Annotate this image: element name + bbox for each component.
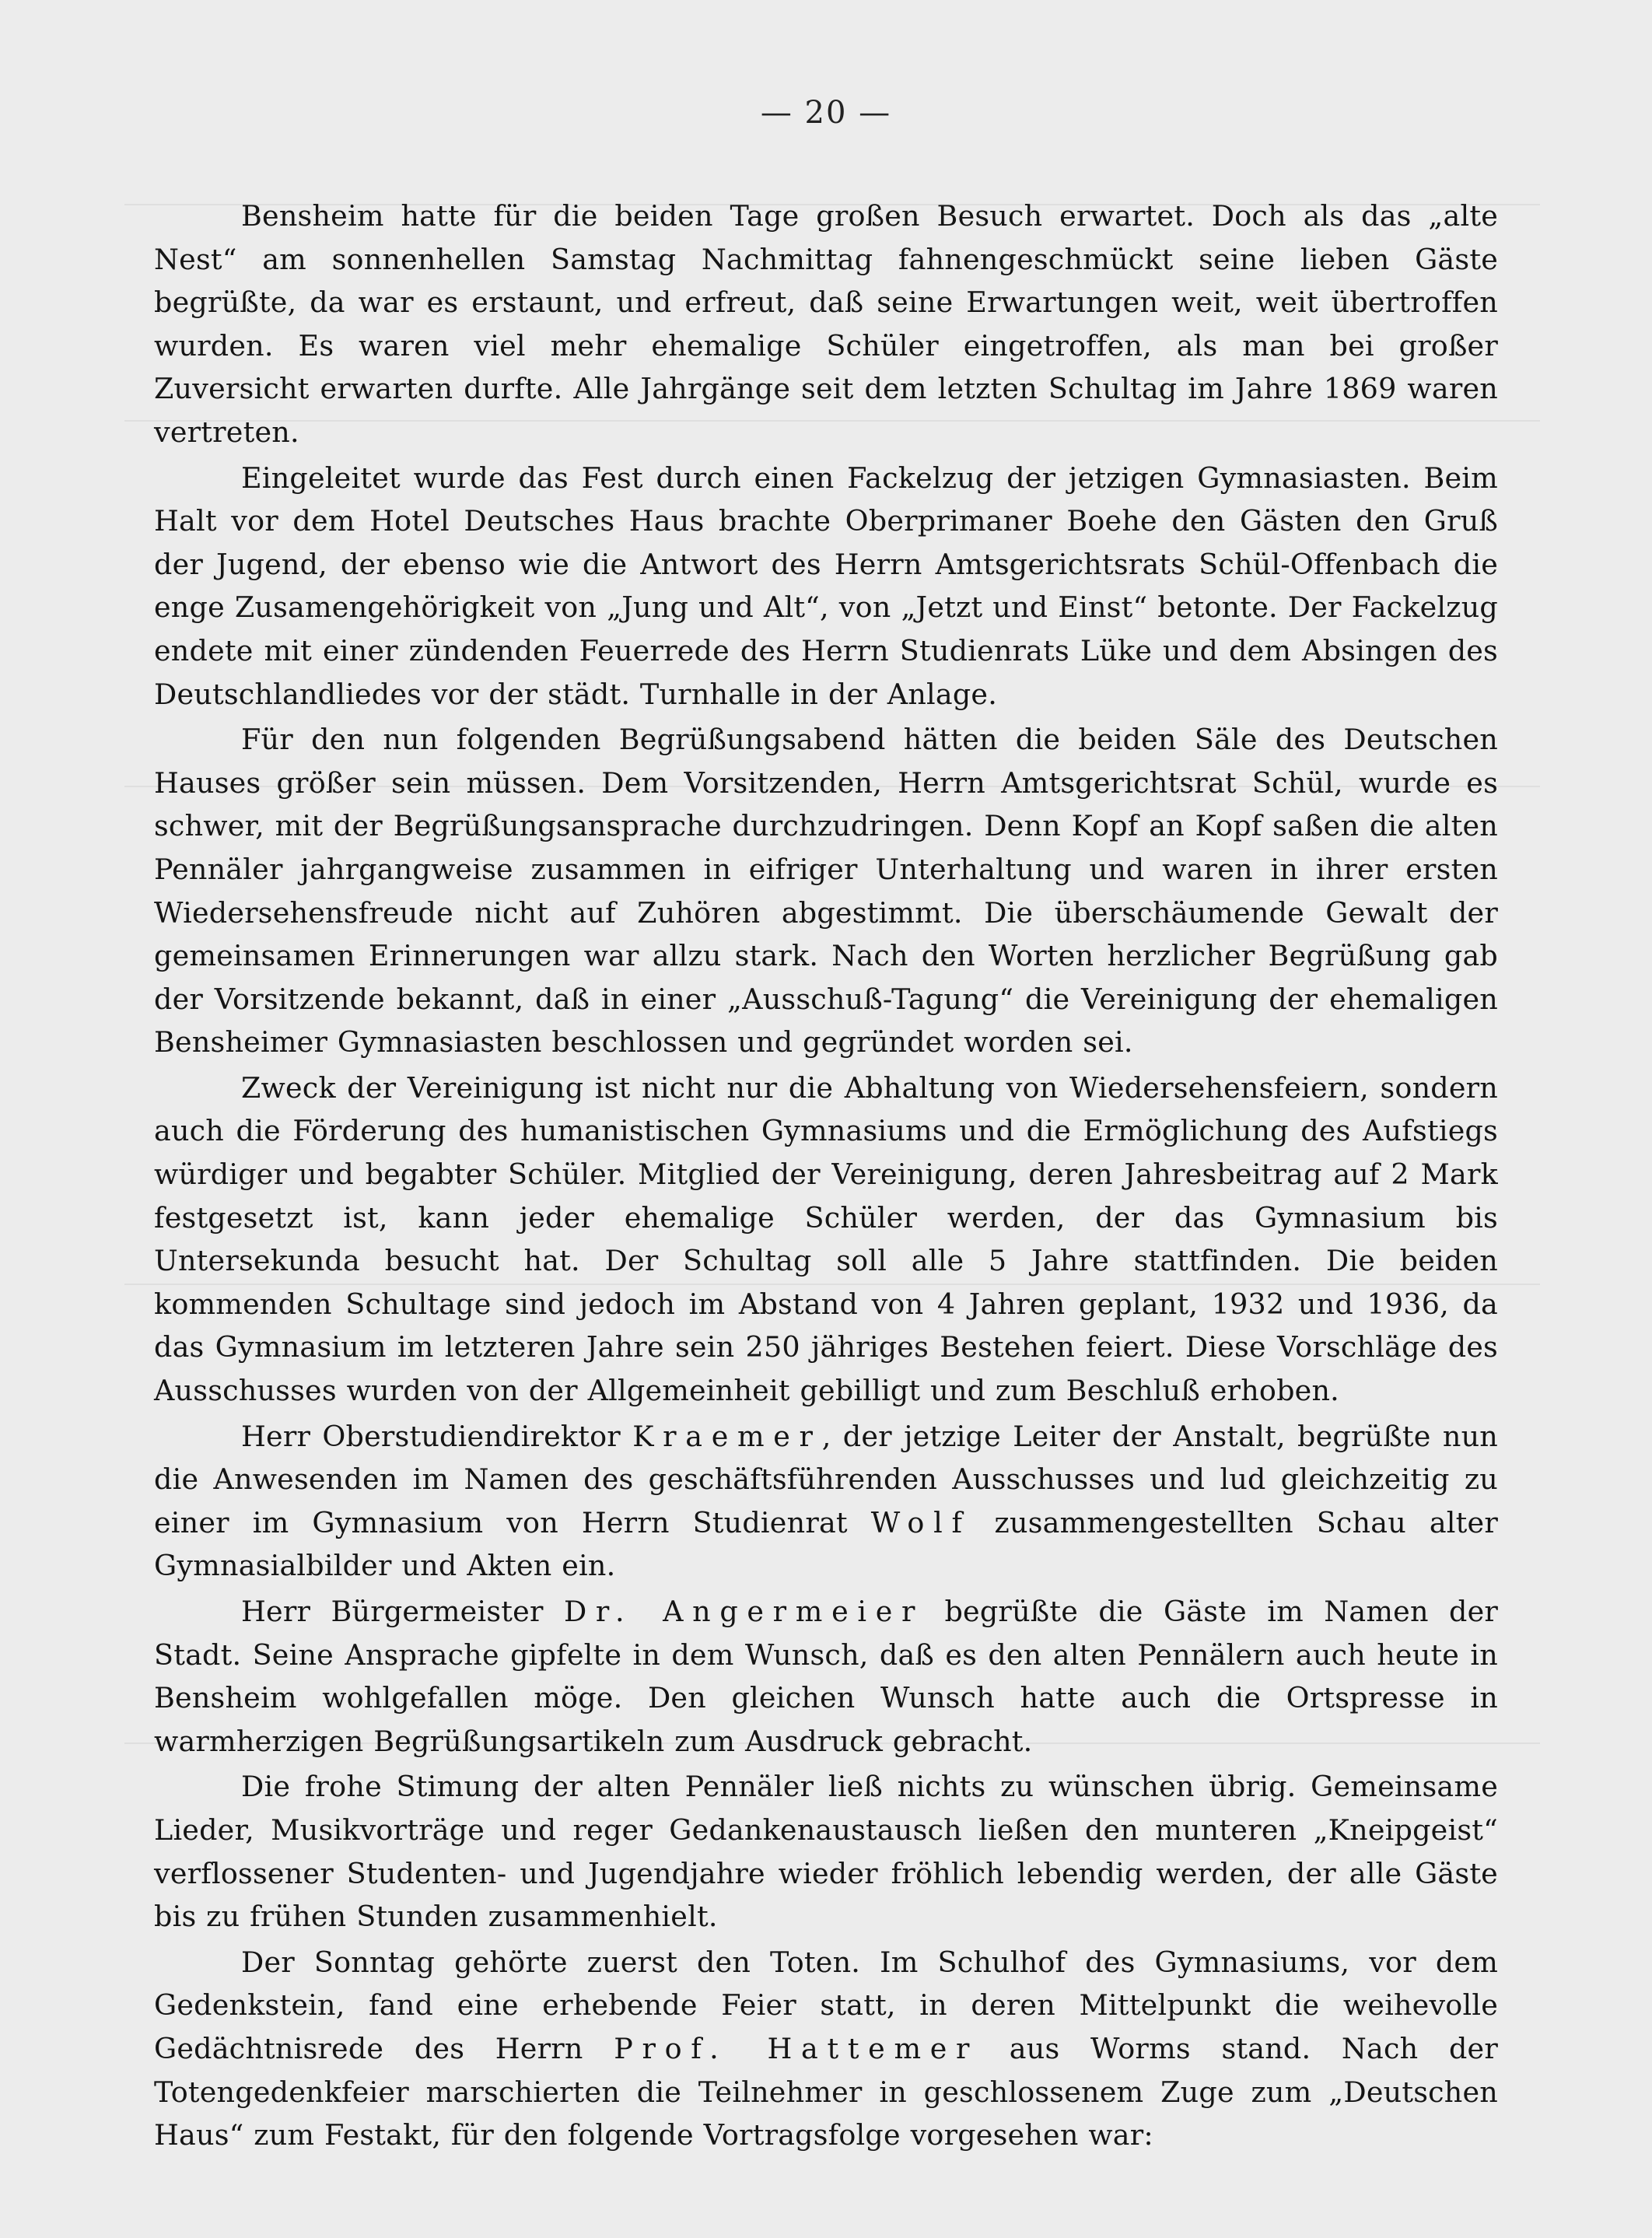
text-run: aus Worms stand. Nach der Totengedenkfeier marschierten die Teilnehmer in geschlossenem Zuge zum „Deutschen Haus“ zum Festakt, für den folgende Vortragsfolge vorgesehen war:: [154, 2031, 1498, 2152]
person-name-wolf: Wolf: [870, 1505, 971, 1539]
text-run: zusammengestellten Schau alter Gymnasialbilder und Akten ein.: [154, 1505, 1498, 1583]
paragraph-arrival: Bensheim hatte für die beiden Tage großen Besuch erwartet. Doch als das „alte Nest“ am sonnenhellen Samstag Nachmittag fahnengeschmückt seine lieben Gäste begrüßte, da war es erstaunt, und erfreut, daß seine Erwartungen weit, weit übertroffen wurden. Es waren viel mehr ehemalige Schüler eingetroffen, als man bei großer Zuversicht erwarten durfte. Alle Jahrgänge seit dem letzten Schultag im Jahre 1869 waren vertreten.: [154, 199, 1498, 449]
page-number: — 20 —: [760, 95, 892, 131]
person-name-angermeier: Dr. Angermeier: [563, 1595, 925, 1628]
paragraph-mayor-welcome: [154, 1590, 1498, 1763]
paragraph-welcome-evening: Für den nun folgenden Begrüßungsabend hätten die beiden Säle des Deutschen Hauses größer sein müssen. Dem Vorsitzenden, Herrn Amtsgerichtsrat Schül, wurde es schwer, mit der Begrüßungsansprache durchzudringen. Denn Kopf an Kopf saßen die alten Pennäler jahrgangweise zusammen in eifriger Unterhaltung und waren in ihrer ersten Wiedersehensfreude nicht auf Zuhören abgestimmt. Die überschäumende Gewalt der gemeinsamen Erinnerungen war allzu stark. Nach den Worten herzlicher Begrüßung gab der Vorsitzende bekannt, daß in einer „Ausschuß-Tagung“ die Vereinigung der ehemaligen Bensheimer Gymnasiasten beschlossen und gegründet worden sei.: [154, 723, 1498, 1059]
text-run: begrüßte die Gäste im Namen der Stadt. Seine Ansprache gipfelte in dem Wunsch, daß es den alten Pennälern auch heute in Bensheim wohlgefallen möge. Den gleichen Wunsch hatte auch die Ortspresse in warmherzigen Begrüßungsartikeln zum Ausdruck gebracht.: [154, 1595, 1499, 1758]
text-run: Der Sonntag gehörte zuerst den Toten. Im Schulhof des Gymnasiums, vor dem Gedenkstein, fand eine erhebende Feier statt, in deren Mittelpunkt die weihevolle Gedächtnisrede des Herrn: [154, 1945, 1498, 2065]
paragraph-torchlight-procession: Eingeleitet wurde das Fest durch einen Fackelzug der jetzigen Gymnasiasten. Beim Halt vor dem Hotel Deutsches Haus brachte Oberprimaner Boehe den Gästen den Gruß der Jugend, der ebenso wie die Antwort des Herrn Amtsgerichtsrats Schül-Offenbach die enge Zusamengehörigkeit von „Jung und Alt“, von „Jetzt und Einst“ betonte. Der Fackelzug endete mit einer zündenden Feuerrede des Herrn Studienrats Lüke und dem Absingen des Deutschlandliedes vor der städt. Turnhalle in der Anlage.: [154, 461, 1498, 711]
text-run: Herr Oberstudiendirektor: [241, 1419, 633, 1453]
paragraph-evening-mood: Die frohe Stimung der alten Pennäler ließ nichts zu wünschen übrig. Gemeinsame Lieder, Musikvorträge und reger Gedankenaustausch ließen den munteren „Kneipgeist“ verflossener Studenten- und Jugendjahre wieder fröhlich lebendig werden, der alle Gäste bis zu frühen Stunden zusammenhielt.: [154, 1770, 1498, 1934]
text-run: Herr Bürgermeister: [241, 1595, 564, 1628]
paragraph-sunday-memorial: [154, 1941, 1498, 2157]
person-name-kraemer: Kraemer: [632, 1419, 822, 1453]
text-run: , der jetzige Leiter der Anstalt, begrüßte nun die Anwesenden im Namen des geschäftsführenden Ausschusses und lud gleichzeitig zu einer im Gymnasium von Herrn Studienrat: [154, 1419, 1498, 1539]
person-name-hattemer: Prof. Hattemer: [614, 2031, 979, 2065]
paragraph-association-purpose: Zweck der Vereinigung ist nicht nur die Abhaltung von Wiedersehensfeiern, sondern auch die Förderung des humanistischen Gymnasiums und die Ermöglichung des Aufstiegs würdiger und begabter Schüler. Mitglied der Vereinigung, deren Jahresbeitrag auf 2 Mark festgesetzt ist, kann jeder ehemalige Schüler werden, der das Gymnasium bis Untersekunda besucht hat. Der Schultag soll alle 5 Jahre stattfinden. Die beiden kommenden Schultage sind jedoch im Abstand von 4 Jahren geplant, 1932 und 1936, da das Gymnasium im letzteren Jahre sein 250 jähriges Bestehen feiert. Diese Vorschläge des Ausschusses wurden von der Allgemeinheit gebilligt und zum Beschluß erhoben.: [154, 1070, 1498, 1408]
article-body: [154, 194, 1498, 2159]
paragraph-director-welcome: [154, 1415, 1498, 1588]
